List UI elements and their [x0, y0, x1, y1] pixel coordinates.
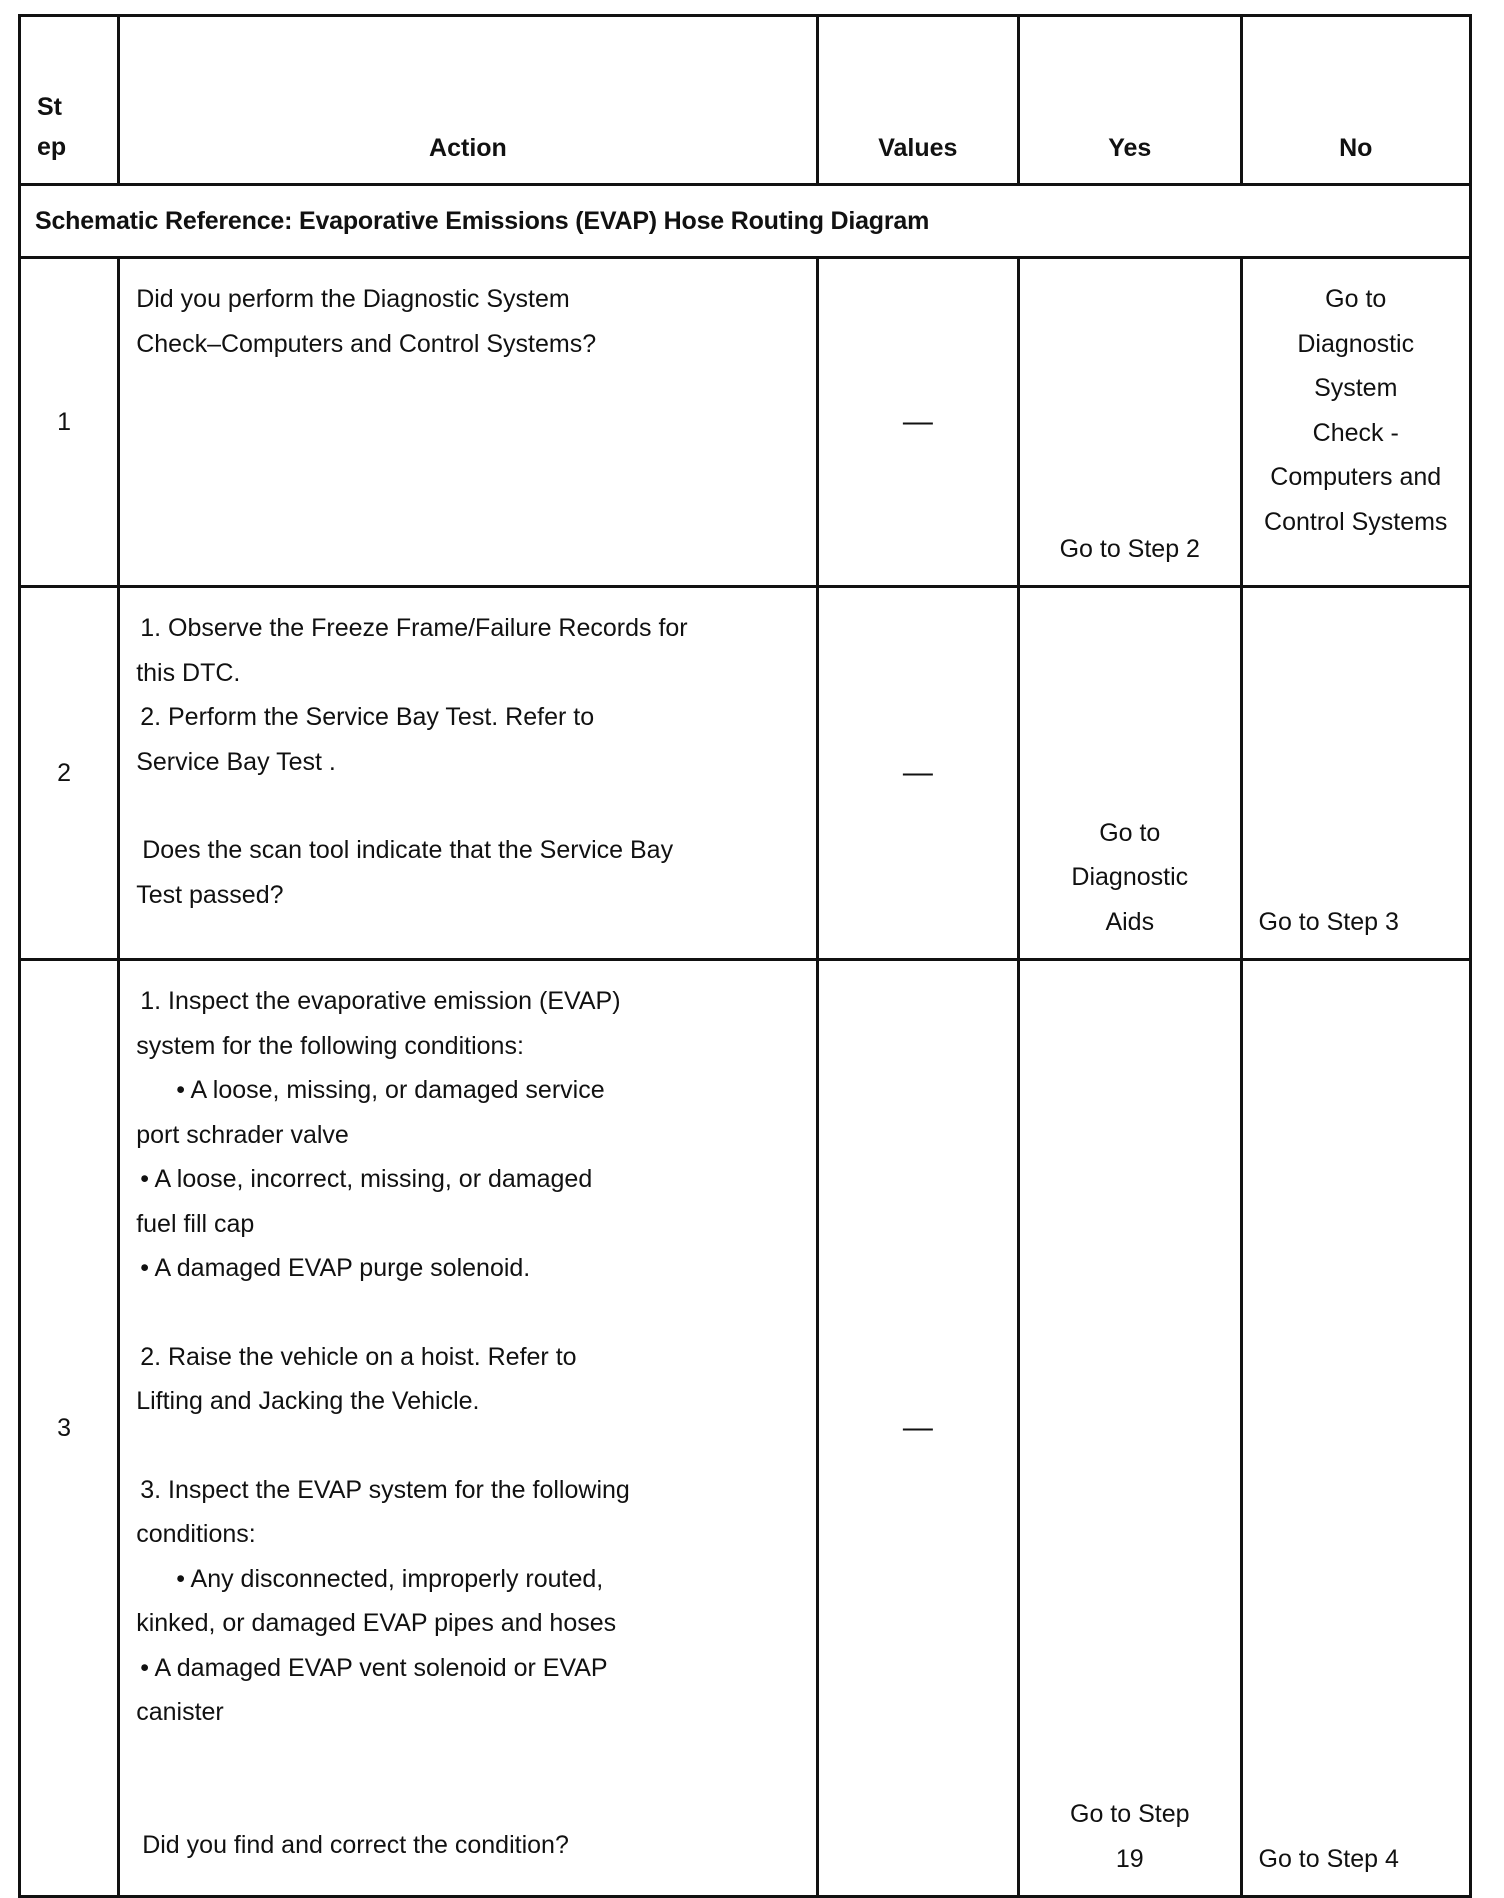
no-cell	[1241, 587, 1471, 960]
schematic-reference: Schematic Reference: Evaporative Emissions (EVAP) Hose Routing Diagram	[20, 185, 1471, 258]
yes-cell	[1019, 258, 1241, 587]
action-bullet: kinked, or damaged EVAP pipes and hoses	[136, 1609, 617, 1637]
action-bullet: port schrader valve	[136, 1120, 349, 1149]
yes-link-text: Go to Step 2	[1059, 534, 1200, 563]
action-text: 1. Observe the Freeze Frame/Failure Records for	[140, 614, 688, 642]
value-cell: —	[817, 587, 1018, 960]
action-question: Test passed?	[136, 880, 284, 909]
action-text: system for the following conditions:	[136, 1031, 524, 1060]
yes-link-text: Go to Step	[1070, 1800, 1190, 1828]
action-text: 1. Inspect the evaporative emission (EVAP)	[140, 987, 621, 1015]
yes-link-text: 19	[1115, 1844, 1144, 1873]
header-values: Values	[817, 16, 1018, 185]
diagnostic-table	[18, 14, 1472, 1898]
table-row-step-2	[20, 587, 1471, 960]
header-action: Action	[119, 16, 817, 185]
header-step-line2: ep	[37, 133, 67, 161]
header-yes: Yes	[1019, 16, 1241, 185]
action-cell	[119, 960, 817, 1897]
action-text: 2. Raise the vehicle on a hoist. Refer to	[140, 1342, 577, 1371]
action-cell	[119, 587, 817, 960]
table-row-step-3	[20, 960, 1471, 1897]
action-question: Did you find and correct the condition?	[142, 1830, 569, 1859]
action-text: 2. Perform the Service Bay Test. Refer to	[140, 703, 595, 731]
step-number: 2	[20, 587, 119, 960]
no-cell	[1241, 258, 1471, 587]
action-text: 3. Inspect the EVAP system for the following	[140, 1475, 630, 1504]
no-link-text: Check -	[1312, 418, 1399, 447]
table-header-row	[20, 16, 1471, 185]
no-link-text: System	[1314, 374, 1398, 402]
table-row-step-1	[20, 258, 1471, 587]
action-cell	[119, 258, 817, 587]
yes-link-text: Diagnostic	[1071, 863, 1189, 891]
no-link-text: Go to	[1325, 285, 1387, 313]
header-step-line1: St	[37, 93, 62, 121]
action-text: Lifting and Jacking the Vehicle.	[136, 1387, 480, 1415]
action-bullet: • A loose, incorrect, missing, or damaged	[140, 1165, 593, 1193]
action-bullet: • Any disconnected, improperly routed,	[176, 1564, 604, 1593]
yes-link-text: Aids	[1105, 907, 1155, 936]
action-text: conditions:	[136, 1520, 256, 1548]
action-bullet: fuel fill cap	[136, 1209, 255, 1238]
step-number: 1	[20, 258, 119, 587]
no-link-text: Go to Step 3	[1258, 907, 1399, 936]
action-bullet: • A loose, missing, or damaged service	[176, 1076, 605, 1104]
step-number: 3	[20, 960, 119, 1897]
no-cell	[1241, 960, 1471, 1897]
action-bullet: • A damaged EVAP purge solenoid.	[140, 1254, 531, 1282]
action-bullet: • A damaged EVAP vent solenoid or EVAP	[140, 1653, 608, 1682]
yes-cell	[1019, 960, 1241, 1897]
no-link-text: Control Systems	[1264, 507, 1448, 536]
no-link-text: Diagnostic	[1297, 329, 1415, 358]
action-question: Does the scan tool indicate that the Service Bay	[142, 836, 674, 864]
no-link-text: Computers and	[1270, 463, 1442, 491]
schematic-reference-row	[20, 185, 1471, 258]
action-text: Did you perform the Diagnostic System	[136, 285, 570, 313]
action-text: this DTC.	[136, 658, 241, 687]
header-no: No	[1241, 16, 1471, 185]
value-cell: —	[817, 960, 1018, 1897]
action-text: Check–Computers and Control Systems?	[136, 329, 597, 358]
action-text: Service Bay Test .	[136, 747, 336, 776]
action-bullet: canister	[136, 1698, 224, 1726]
yes-cell	[1019, 587, 1241, 960]
no-link-text: Go to Step 4	[1258, 1844, 1399, 1873]
yes-link-text: Go to	[1099, 818, 1161, 847]
value-cell: —	[817, 258, 1018, 587]
header-step	[20, 16, 119, 185]
